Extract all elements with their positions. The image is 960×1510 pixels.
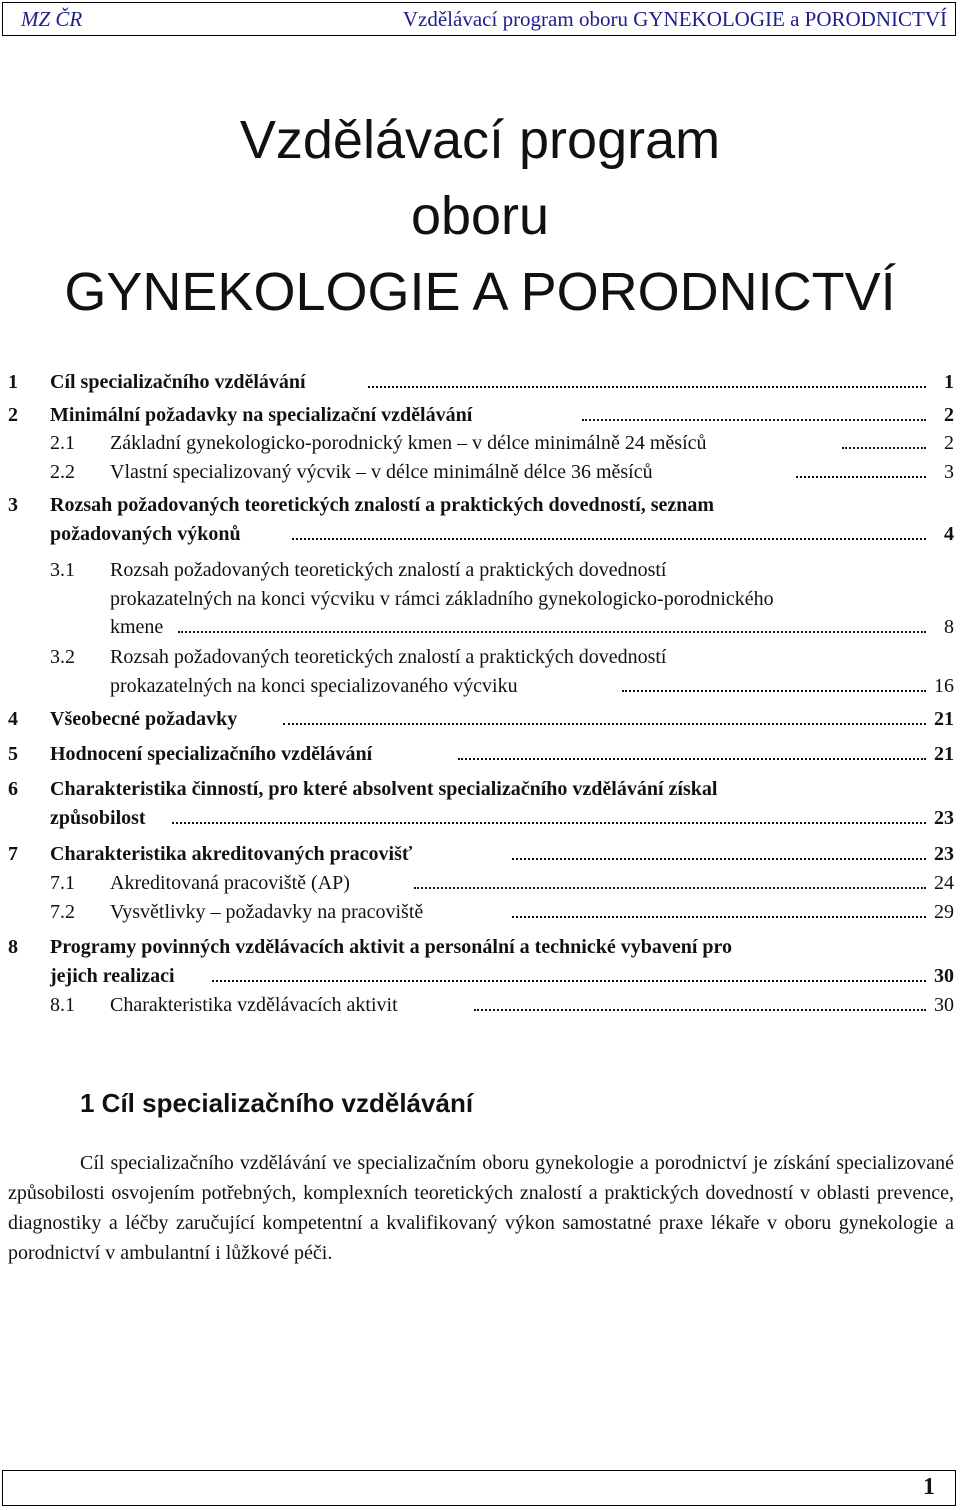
toc-text: Minimální požadavky na specializační vzdělávání <box>50 404 473 426</box>
toc-page: 29 <box>934 901 954 923</box>
toc-number: 3 <box>8 494 18 516</box>
toc-text: požadovaných výkonů <box>50 523 241 545</box>
toc-text: prokazatelných na konci specializovaného výcviku <box>110 675 518 697</box>
title-line: Vzdělávací program <box>239 110 721 170</box>
toc-number: 2.2 <box>50 461 75 483</box>
toc-page: 1 <box>944 371 954 393</box>
toc-leader <box>842 429 926 449</box>
toc-leader <box>212 962 926 982</box>
toc-text: Rozsah požadovaných teoretických znalostí a praktických dovedností <box>110 646 667 668</box>
toc-text: Charakteristika činností, pro které absolvent specializačního vzdělávání získal <box>50 778 718 800</box>
toc-text: Rozsah požadovaných teoretických znalostí a praktických dovedností <box>110 559 667 581</box>
toc-text: způsobilost <box>50 807 146 829</box>
toc-text: Charakteristika akreditovaných pracovišť <box>50 843 413 865</box>
document-title <box>0 102 960 330</box>
toc-page: 23 <box>934 843 954 865</box>
toc-text: Charakteristika vzdělávacích aktivit <box>110 994 398 1016</box>
toc-leader <box>796 458 926 478</box>
toc-leader <box>292 520 926 540</box>
toc-page: 30 <box>934 994 954 1016</box>
toc-number: 7.1 <box>50 872 75 894</box>
toc-text: Programy povinných vzdělávacích aktivit a personální a technické vybavení pro <box>50 936 733 958</box>
toc-number: 3.1 <box>50 559 75 581</box>
header-ministry: MZ ČR <box>21 7 83 31</box>
toc-number: 6 <box>8 778 18 800</box>
toc-text: Všeobecné požadavky <box>50 708 238 730</box>
toc-number: 5 <box>8 743 18 765</box>
page-footer <box>2 1470 956 1506</box>
toc-text: Akreditovaná pracoviště (AP) <box>110 872 350 894</box>
title-line: GYNEKOLOGIE A PORODNICTVÍ <box>64 262 896 322</box>
page-number: 1 <box>923 1474 935 1500</box>
toc-number: 4 <box>8 708 18 730</box>
toc-page: 21 <box>934 743 954 765</box>
toc-text: Vysvětlivky – požadavky na pracoviště <box>110 901 424 923</box>
toc-number: 2 <box>8 404 18 426</box>
toc-page: 21 <box>934 708 954 730</box>
toc-leader <box>178 613 926 633</box>
toc-page: 4 <box>944 523 954 545</box>
toc-number: 2.1 <box>50 432 75 454</box>
toc-number: 7 <box>8 843 18 865</box>
toc-number: 8 <box>8 936 18 958</box>
toc-page: 23 <box>934 807 954 829</box>
toc-page: 16 <box>934 675 954 697</box>
toc-leader <box>283 705 926 725</box>
toc-text: prokazatelných na konci výcviku v rámci základního gynekologicko-porodnického <box>110 588 774 610</box>
toc-leader <box>474 991 926 1011</box>
toc-page: 2 <box>944 404 954 426</box>
title-line: oboru <box>410 186 550 246</box>
toc-leader <box>582 401 926 421</box>
toc-page: 30 <box>934 965 954 987</box>
toc-page: 24 <box>934 872 954 894</box>
toc-number: 3.2 <box>50 646 75 668</box>
page-header <box>2 2 956 36</box>
toc-text: Rozsah požadovaných teoretických znalostí a praktických dovedností, seznam <box>50 494 715 516</box>
toc-number: 1 <box>8 371 18 393</box>
toc-page: 3 <box>944 461 954 483</box>
toc-leader <box>414 869 926 889</box>
toc-number: 8.1 <box>50 994 75 1016</box>
header-document-title: Vzdělávací program oboru GYNEKOLOGIE a PORODNICTVÍ <box>402 7 947 31</box>
toc-leader <box>172 804 926 824</box>
toc-page: 2 <box>944 432 954 454</box>
toc-leader <box>368 368 926 388</box>
toc-leader <box>622 672 926 692</box>
toc-number: 7.2 <box>50 901 75 923</box>
toc-page: 8 <box>944 616 954 638</box>
toc-leader <box>512 898 926 918</box>
section-paragraph: Cíl specializačního vzdělávání ve specializačním oboru gynekologie a porodnictví je získání specializované způsobilosti osvojením potřebných, komplexních teoretických znalostí a praktických dovedností v oblasti prevence, diagnostiky a léčby zaručující kompetentní a kvalifikovaný výkon samostatné praxe lékaře v oboru gynekologie a porodnictví v ambulantní i lůžkové péči. <box>8 1152 954 1264</box>
toc-text: jejich realizaci <box>50 965 175 987</box>
toc-text: Cíl specializačního vzdělávání <box>50 371 306 393</box>
toc-text: kmene <box>110 616 164 638</box>
toc-leader <box>458 740 926 760</box>
section-heading: 1 Cíl specializačního vzdělávání <box>80 1088 474 1118</box>
toc-text: Hodnocení specializačního vzdělávání <box>50 743 373 765</box>
toc-leader <box>512 840 926 860</box>
toc-text: Základní gynekologicko-porodnický kmen – v délce minimálně 24 měsíců <box>110 432 707 454</box>
toc-text: Vlastní specializovaný výcvik – v délce minimálně délce 36 měsíců <box>110 461 653 483</box>
